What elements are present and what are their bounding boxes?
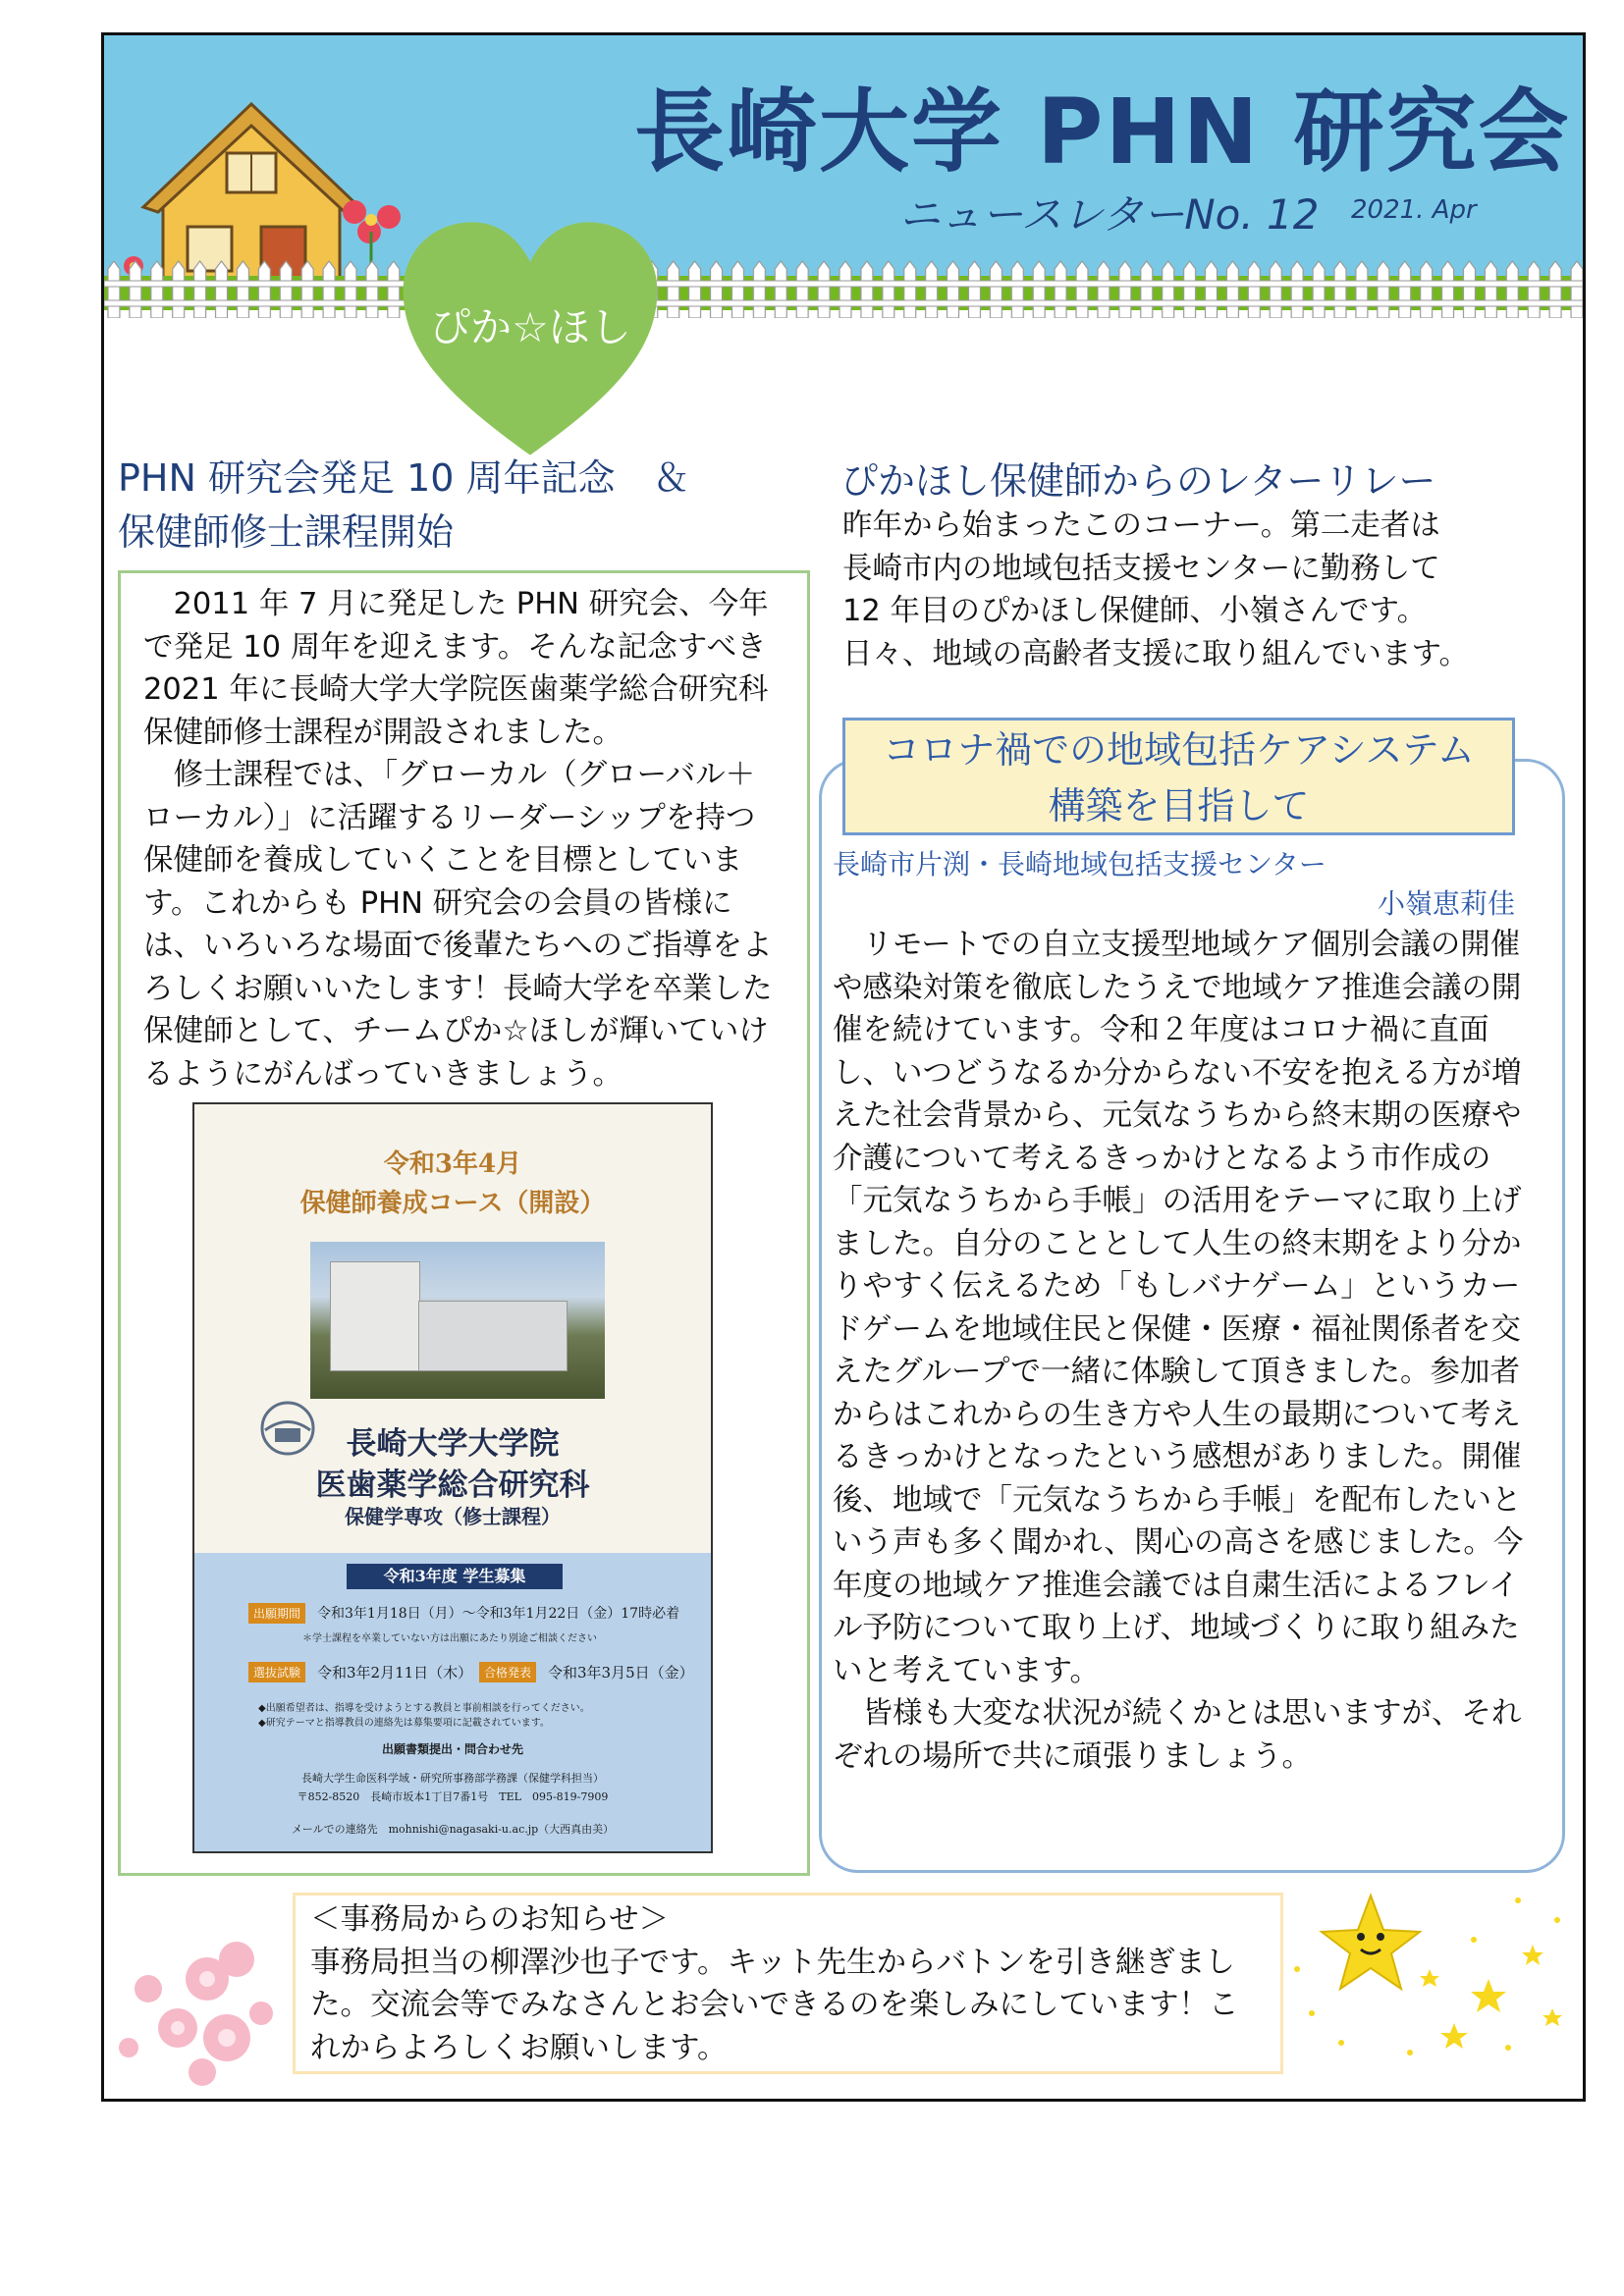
issue-date: 2021. Apr — [1351, 195, 1477, 225]
poster-tag-exam: 選抜試験 — [248, 1662, 305, 1682]
picket-fence — [104, 259, 1583, 318]
poster-school-line2: 医歯薬学総合研究科 — [315, 1468, 590, 1503]
notice-line3: れからよろしくお願いします。 — [310, 2030, 728, 2065]
cherry-blossom-icon — [109, 1920, 291, 2097]
poster-school-line1: 長崎大学大学院 — [346, 1426, 560, 1462]
poster-tag-period: 出願期間 — [248, 1603, 305, 1624]
left-heading-line1: PHN 研究会発足 10 周年記念 ＆ — [118, 456, 690, 500]
newsletter-title: 長崎大学 PHN 研究会 — [634, 80, 1571, 185]
poster-school-line3: 保健学専攻（修士課程） — [345, 1505, 561, 1528]
poster-top-line1: 令和3年4月 — [383, 1149, 522, 1179]
relay-affiliation: 長崎市片渕・長崎地域包括支援センター — [833, 848, 1326, 881]
poster-tag-result: 合格発表 — [479, 1662, 536, 1682]
right-intro — [842, 505, 1530, 675]
right-heading: ぴかほし保健師からのレターリレー — [840, 459, 1436, 503]
right-intro-line3: 12 年目のぴかほし保健師、小嶺さんです。 — [842, 594, 1428, 628]
poster-top-line2: 保健師養成コース（開設） — [299, 1189, 606, 1218]
relay-title-box — [842, 718, 1515, 835]
relay-body-1: リモートでの自立支援型地域ケア個別会議の開催や感染対策を徹底したうえで地域ケア推進会議の開催を続けています。令和２年度はコロナ禍に直面し、いつどうなるか分からない不安を抱える方が増えた社会背景から、元気なうちから終末期の医療や介護について考えるきっかけとなるよう市作成の「元気なうちから手帳」の活用をテーマに取り上げました。自分のこととして人生の終末期をより分かりやすく伝えるため「もしバナゲーム」というカードゲームを地域住民と保健・医療・福祉関係者を交えたグループで一緒に体験して頂きました。参加者からはこれからの生き方や人生の最期について考えるきっかけとなったという感想がありました。開催後、地域で「元気なうちから手帳」を配布したいという声も多く聞かれ、関心の高さを感じました。今年度の地域ケア推進会議では自粛生活によるフレイル予防について取り上げ、地域づくりに取り組みたいと考えています。 — [833, 928, 1524, 1688]
relay-title-line1: コロナ禍での地域包括ケアシステム — [883, 728, 1475, 772]
left-para-2: 修士課程では、「グローカル（グローバル＋ローカル）」に活躍するリーダーシップを持つ保健師を養成していくことを目標としています。これからも PHN 研究会の会員の皆様には、いろいろな場面で後輩たちへのご指導をよろしくお願いいたします！長崎大学を卒業した保健師として、チームぴか☆ほしが輝いていけるようにがんばっていきましょう。 — [143, 758, 773, 1092]
left-para-1: 2011 年 7 月に発足した PHN 研究会、今年で発足 10 周年を迎えます。そんな記念すべき 2021 年に長崎大学大学院医歯薬学総合研究科保健師修士課程が開設されました。 — [143, 587, 769, 750]
left-heading-line2: 保健師修士課程開始 — [118, 510, 455, 554]
left-article-body — [143, 583, 782, 1095]
stars-icon — [1282, 1876, 1577, 2082]
relay-body — [833, 924, 1547, 1778]
poster-contact-line3: メールでの連絡先 mohnishi@nagasaki-u.ac.jp（大西真由美） — [291, 1823, 615, 1836]
poster-contact-title: 出願書類提出・問合わせ先 — [381, 1742, 523, 1756]
poster-contact-line1: 長崎大学生命医科学域・研究所事務部学務課（保健学科担当） — [301, 1772, 604, 1785]
notice-line2: た。交流会等でみなさんとお会いできるのを楽しみにしています！こ — [310, 1988, 1239, 2022]
poster-period-note: ＊学士課程を卒業していない方は出願にあたり別途ご相談ください — [302, 1633, 597, 1644]
relay-author: 小嶺恵莉佳 — [1378, 887, 1516, 920]
recruitment-poster — [192, 1102, 713, 1853]
poster-exam-date: 令和3年2月11日（木） — [317, 1664, 473, 1682]
poster-contact-line2: 〒852-8520 長崎市坂本1丁目7番1号 TEL 095-819-7909 — [297, 1790, 609, 1803]
poster-note-2: ◆研究テーマと指導教員の連絡先は募集要項に記載されています。 — [258, 1718, 550, 1729]
poster-result-date: 令和3年3月5日（金） — [548, 1664, 694, 1682]
right-intro-line1: 昨年から始まったこのコーナー。第二走者は — [842, 508, 1440, 543]
notice-heading: ＜事務局からのお知らせ＞ — [310, 1902, 670, 1937]
issue-number: ニュースレターNo. 12 — [899, 190, 1320, 239]
poster-period: 令和3年1月18日（月）～令和3年1月22日（金）17時必着 — [317, 1606, 680, 1622]
relay-body-2: 皆様も大変な状況が続くかとは思いますが、それぞれの場所で共に頑張りましょう。 — [833, 1696, 1522, 1774]
newsletter-page — [101, 32, 1586, 2102]
right-intro-line2: 長崎市内の地域包括支援センターに勤務して — [842, 551, 1440, 586]
badge-label: ぴか☆ほし — [429, 303, 631, 351]
poster-note-1: ◆出願希望者は、指導を受けようとする教員と事前相談を行ってください。 — [258, 1703, 590, 1714]
notice-line1: 事務局担当の柳澤沙也子です。キット先生からバトンを引き継ぎまし — [310, 1945, 1235, 1980]
right-intro-line4: 日々、地域の高齢者支援に取り組んでいます。 — [842, 636, 1470, 671]
relay-title-line2: 構築を目指して — [1048, 784, 1310, 828]
poster-banner: 令和3年度 学生募集 — [347, 1564, 563, 1589]
office-notice — [310, 1898, 1272, 2069]
campus-photo — [310, 1242, 605, 1399]
